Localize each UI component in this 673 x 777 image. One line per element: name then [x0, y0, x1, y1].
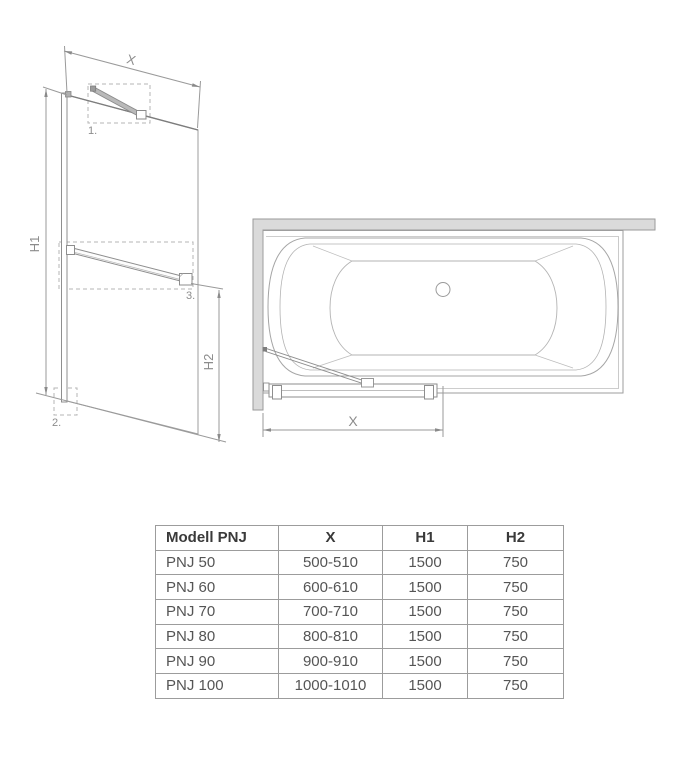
- brace-plan-wall-mount: [263, 347, 268, 352]
- towel-bar-wall-bracket: [67, 246, 75, 255]
- screen-wall-bracket: [264, 383, 270, 391]
- column-header-h1: H1: [383, 526, 468, 551]
- dim-h1-label: H1: [27, 235, 42, 253]
- table-row: [156, 550, 564, 575]
- screen-right-cap: [425, 386, 434, 400]
- cell-x: 700-710: [279, 600, 383, 625]
- cell-x: 500-510: [279, 550, 383, 575]
- cell-h2: 750: [468, 600, 564, 625]
- cell-model: PNJ 70: [156, 600, 279, 625]
- cell-model: PNJ 80: [156, 624, 279, 649]
- cell-h2: 750: [468, 674, 564, 699]
- callout-1-label: 1.: [88, 125, 98, 137]
- cell-x: 600-610: [279, 575, 383, 600]
- column-header-model: Modell PNJ: [156, 526, 279, 551]
- screen-left-cap: [273, 386, 282, 400]
- cell-h1: 1500: [383, 649, 468, 674]
- brace-glass-fitting: [137, 111, 147, 120]
- screen-plan: [264, 383, 438, 399]
- model-dimensions-table: [155, 525, 564, 699]
- towel-bar: [67, 246, 193, 286]
- cell-model: PNJ 90: [156, 649, 279, 674]
- top-view-drawing: [253, 219, 655, 437]
- side-view-drawing: [27, 46, 226, 442]
- dim-h2-label: H2: [201, 353, 216, 371]
- table-row: [156, 600, 564, 625]
- column-header-h2: H2: [468, 526, 564, 551]
- cell-model: PNJ 60: [156, 575, 279, 600]
- callout-2-label: 2.: [52, 417, 62, 429]
- cell-h1: 1500: [383, 600, 468, 625]
- cell-model: PNJ 50: [156, 550, 279, 575]
- column-header-x: X: [279, 526, 383, 551]
- brace-plan-fitting: [362, 379, 374, 388]
- table-row: [156, 649, 564, 674]
- cell-model: PNJ 100: [156, 674, 279, 699]
- support-brace: [91, 86, 147, 119]
- cell-x: 900-910: [279, 649, 383, 674]
- brace-wall-mount: [91, 86, 96, 91]
- cell-h2: 750: [468, 649, 564, 674]
- side-dim-x-label: X: [125, 51, 138, 69]
- cell-x: 1000-1010: [279, 674, 383, 699]
- cell-h1: 1500: [383, 674, 468, 699]
- cell-h2: 750: [468, 624, 564, 649]
- cell-h1: 1500: [383, 624, 468, 649]
- drain-icon: [436, 283, 450, 297]
- table-header-row: [156, 526, 564, 551]
- cell-h2: 750: [468, 575, 564, 600]
- cell-h2: 750: [468, 550, 564, 575]
- cell-h1: 1500: [383, 575, 468, 600]
- table-row: [156, 674, 564, 699]
- cell-h1: 1500: [383, 550, 468, 575]
- cell-x: 800-810: [279, 624, 383, 649]
- table-row: [156, 575, 564, 600]
- table-row: [156, 624, 564, 649]
- top-dim-x-label: X: [348, 413, 358, 429]
- callout-3-label: 3.: [186, 290, 196, 302]
